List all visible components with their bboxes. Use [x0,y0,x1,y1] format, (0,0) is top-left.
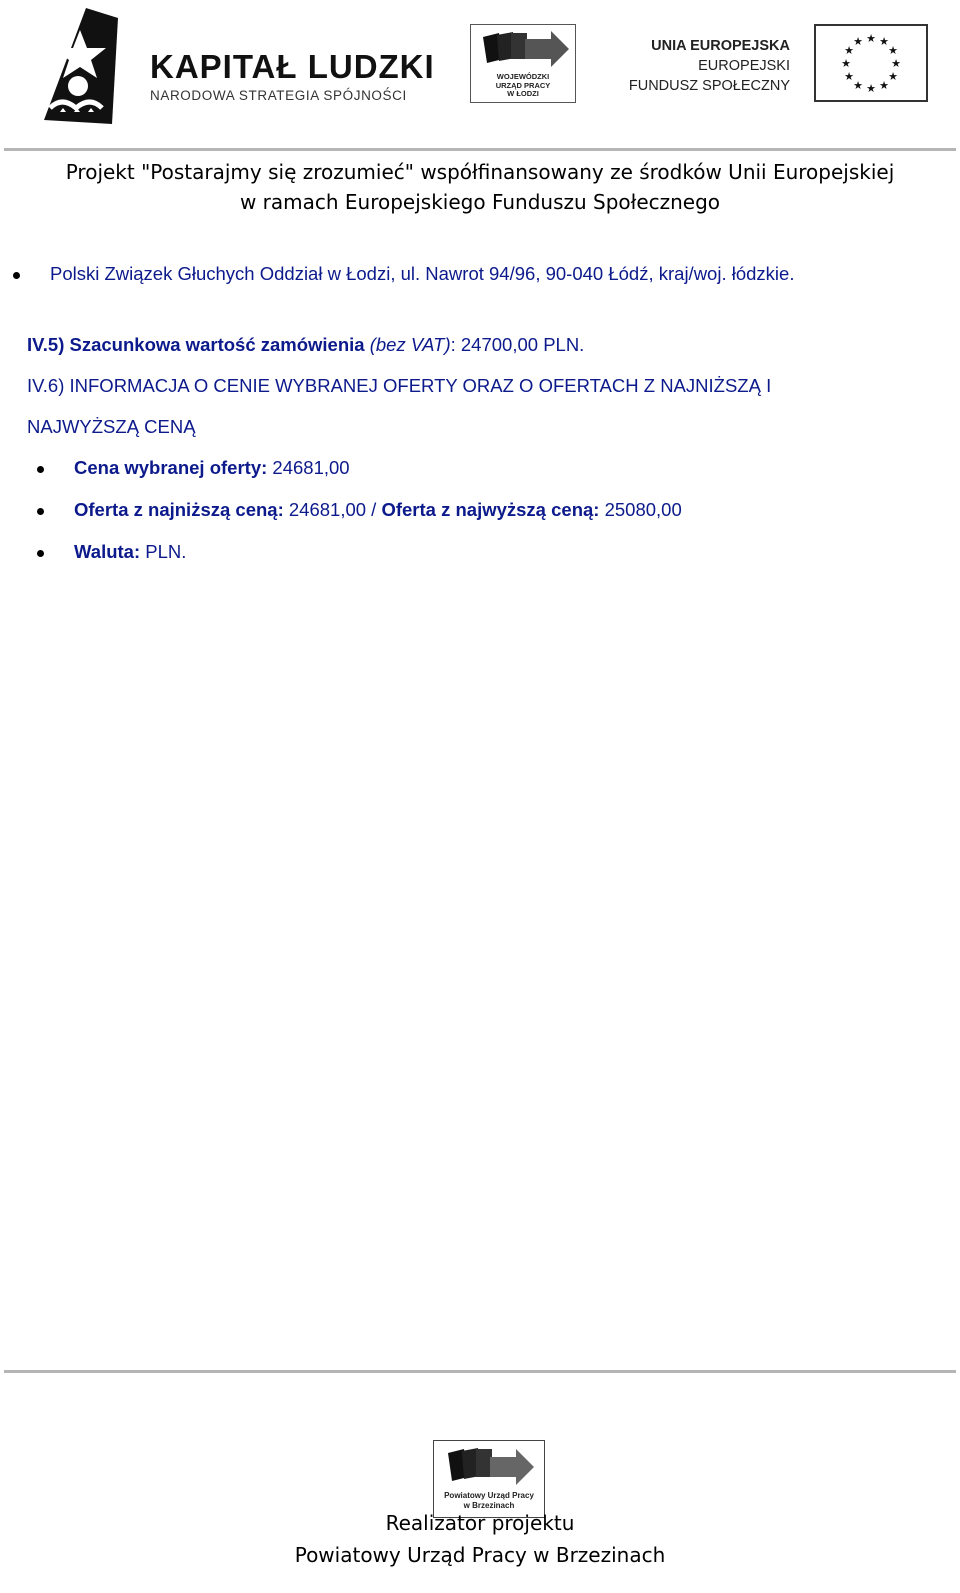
svg-text:★: ★ [866,82,876,95]
cards-arrow-icon [477,29,571,71]
project-title-line2: w ramach Europejskiego Funduszu Społecznego [239,190,721,214]
header-divider [4,148,956,151]
bullet-icon [13,272,20,279]
svg-text:★: ★ [844,70,854,83]
pup-brzeziny-text: Powiatowy Urząd Pracy w Brzezinach [444,1491,534,1510]
iv5-value: : 24700,00 PLN. [450,334,585,355]
currency: Waluta: PLN. [74,541,187,562]
footer-realizator: Realizator projektu [385,1511,575,1535]
svg-text:★: ★ [841,57,851,70]
svg-text:★: ★ [879,79,889,92]
iv5-label: IV.5) Szacunkowa wartość zamówienia [27,334,365,355]
eu-flag [814,24,928,102]
svg-text:★: ★ [853,35,863,48]
svg-text:★: ★ [879,35,889,48]
iv6-heading-line2: NAJWYŻSZĄ CENĄ [27,416,196,437]
iv6-heading-line1: IV.6) INFORMACJA O CENIE WYBRANEJ OFERTY ORAZ O OFERTACH Z NAJNIŻSZĄ I [27,375,772,396]
lowest-highest-offer: Oferta z najniższą ceną: 24681,00 / Oferta z najwyższą ceną: 25080,00 [74,499,682,520]
kapital-ludzki-logo [40,8,435,128]
eu-esf-logo [628,24,928,104]
svg-text:★: ★ [853,79,863,92]
cards-arrow-icon [442,1445,536,1489]
kapital-ludzki-emblem-icon [40,8,140,128]
kapital-ludzki-subtitle: NARODOWA STRATEGIA SPÓJNOŚCI [150,88,407,103]
footer-organization: Powiatowy Urząd Pracy w Brzezinach [294,1543,666,1567]
project-title-line1: Projekt "Postarajmy się zrozumieć" współfinansowany ze środków Unii Europejskiej [65,160,895,184]
iv5-paren: (bez VAT) [369,334,451,355]
footer-divider [4,1370,956,1373]
eu-esf-text: UNIA EUROPEJSKA EUROPEJSKI FUNDUSZ SPOŁECZNY [628,38,790,94]
svg-text:★: ★ [888,70,898,83]
svg-text:★: ★ [844,44,854,57]
bullet-icon [37,508,44,515]
eu-stars-icon [816,26,926,100]
pup-brzeziny-logo [433,1440,545,1518]
svg-text:★: ★ [866,32,876,45]
wup-lodz-logo [470,24,576,103]
selected-offer-price: Cena wybranej oferty: 24681,00 [74,457,350,478]
iv5-estimated-value [27,334,584,356]
svg-text:★: ★ [888,44,898,57]
contractor-address: Polski Związek Głuchych Oddział w Łodzi, ul. Nawrot 94/96, 90-040 Łódź, kraj/woj. łódzkie. [50,263,795,284]
wup-lodz-text: WOJEWÓDZKI URZĄD PRACY W ŁODZI [495,72,551,99]
bullet-icon [37,550,44,557]
kapital-ludzki-title: KAPITAŁ LUDZKI [150,48,435,85]
bullet-icon [37,466,44,473]
svg-text:★: ★ [891,57,901,70]
